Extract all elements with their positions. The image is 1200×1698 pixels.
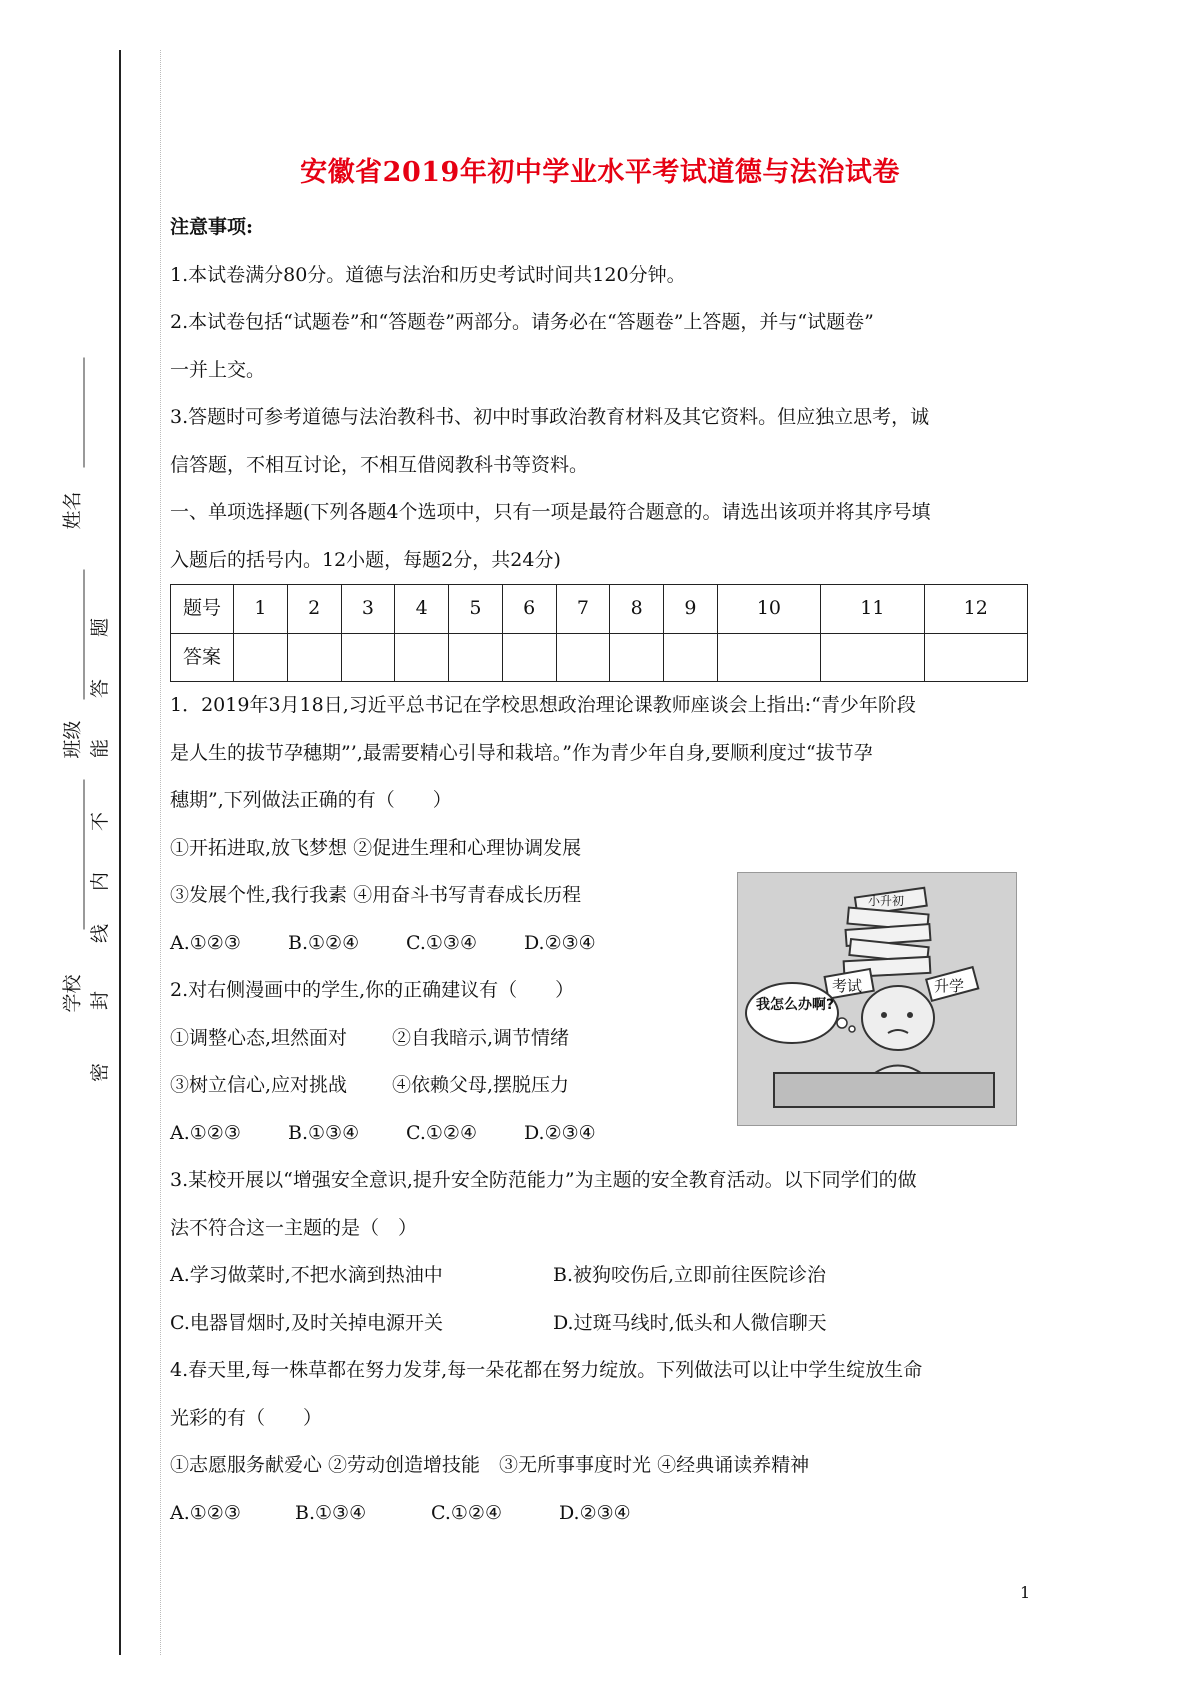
notice-item: 一并上交。 (170, 358, 266, 381)
name-label: 姓名 (61, 491, 84, 530)
section-instructions: 入题后的括号内。12小题，每题2分，共24分) (170, 548, 561, 571)
cartoon-illustration (738, 873, 1016, 1125)
answer-cell[interactable] (341, 633, 395, 682)
table-row (171, 633, 1028, 682)
answer-table (170, 584, 1028, 682)
question-text: 穗期”,下列做法正确的有（ ） (170, 789, 452, 811)
option-3: ③树立信心,应对挑战 (170, 1074, 348, 1096)
cartoon-tag-promotion: 升学 (934, 977, 965, 995)
question-option-line: ①志愿服务献爱心 ②劳动创造增技能 ③无所事事度时光 ④经典诵读养精神 (170, 1454, 810, 1476)
question-text: 是人生的拔节孕穗期”’,最需要精心引导和栽培。”作为青少年自身,要顺利度过“拔节孕 (170, 741, 873, 764)
page-title: 安徽省2019年初中学业水平考试道德与法治试卷 (300, 157, 900, 188)
choice-d[interactable]: D.②③④ (524, 1121, 596, 1144)
question-number-cell: 4 (395, 585, 449, 634)
seal-char: 题 (89, 617, 112, 638)
option-2: ②自我暗示,调节情绪 (392, 1026, 570, 1049)
seal-char: 封 (89, 990, 112, 1011)
seal-char: 能 (89, 738, 112, 759)
seal-char: 答 (89, 678, 112, 699)
binding-line (119, 50, 121, 1655)
question-text: 光彩的有（ ） (170, 1406, 323, 1429)
answer-cell[interactable] (287, 633, 341, 682)
question-number-cell: 10 (717, 585, 820, 634)
answer-cell[interactable] (502, 633, 556, 682)
table-header-cell: 答案 (171, 633, 234, 682)
question-number-cell: 5 (449, 585, 503, 634)
answer-cell[interactable] (449, 633, 503, 682)
seal-char: 内 (89, 871, 112, 892)
question-text: 4.春天里,每一株草都在努力发芽,每一朵花都在努力绽放。下列做法可以让中学生绽放生命 (170, 1359, 923, 1381)
question-number-cell: 2 (287, 585, 341, 634)
question-number-cell: 8 (610, 585, 664, 634)
choice-c[interactable]: C.①②④ (406, 1121, 477, 1144)
cartoon-top-label: 小升初 (868, 894, 905, 908)
answer-cell[interactable] (924, 633, 1027, 682)
class-label: 班级 (61, 720, 84, 759)
notice-item: 1.本试卷满分80分。道德与法治和历史考试时间共120分钟。 (170, 263, 686, 286)
choice-b[interactable]: B.①③④ (295, 1501, 367, 1524)
answer-cell[interactable] (717, 633, 820, 682)
cartoon-tag-exam: 考试 (832, 977, 863, 995)
question-number-cell: 11 (821, 585, 924, 634)
name-blank[interactable] (84, 358, 85, 468)
choice-row (170, 1300, 1030, 1348)
exam-content (170, 204, 1030, 1537)
school-label: 学校 (61, 974, 84, 1013)
option-1: ①调整心态,坦然面对 (170, 1026, 348, 1049)
notice-item: 信答题，不相互讨论，不相互借阅教科书等资料。 (170, 453, 589, 476)
question-text: 2.对右侧漫画中的学生,你的正确建议有（ ） (170, 979, 575, 1001)
choice-c[interactable]: C.电器冒烟时,及时关掉电源开关 (170, 1311, 443, 1334)
cartoon-image (737, 872, 1017, 1126)
option-4: ④依赖父母,摆脱压力 (392, 1074, 570, 1096)
table-row (171, 585, 1028, 634)
answer-cell[interactable] (556, 633, 610, 682)
choice-a[interactable]: A.①②③ (170, 1121, 241, 1144)
section-instructions: 一、单项选择题(下列各题4个选项中，只有一项是最符合题意的。请选出该项并将其序号填 (170, 501, 931, 523)
question-option-line: ①开拓进取,放飞梦想 ②促进生理和心理协调发展 (170, 836, 582, 859)
choice-row (170, 1490, 1030, 1538)
question-text: 1．2019年3月18日,习近平总书记在学校思想政治理论课教师座谈会上指出:“青少年阶段 (170, 694, 916, 716)
question-option-line: ③发展个性,我行我素 ④用奋斗书写青春成长历程 (170, 884, 582, 906)
choice-d[interactable]: D.过斑马线时,低头和人微信聊天 (553, 1311, 827, 1334)
answer-cell[interactable] (395, 633, 449, 682)
choice-row (170, 1252, 1030, 1300)
page-number: 1 (1020, 1583, 1031, 1602)
answer-cell[interactable] (610, 633, 664, 682)
choice-a[interactable]: A.①②③ (170, 1501, 241, 1524)
table-header-cell: 题号 (171, 585, 234, 634)
binding-dotted-line (160, 50, 161, 1655)
choice-a[interactable]: A.学习做菜时,不把水滴到热油中 (170, 1264, 443, 1286)
seal-char: 不 (89, 811, 112, 832)
question-number-cell: 12 (924, 585, 1027, 634)
cartoon-thought-bubble: 我怎么办啊? (756, 997, 835, 1013)
choice-d[interactable]: D.②③④ (559, 1501, 631, 1524)
question-number-cell: 6 (502, 585, 556, 634)
question-number-cell: 9 (664, 585, 718, 634)
notice-item: 3.答题时可参考道德与法治教科书、初中时事政治教育材料及其它资料。但应独立思考，诚 (170, 406, 930, 428)
choice-b[interactable]: B.①②④ (288, 931, 360, 954)
notice-heading: 注意事项: (170, 216, 254, 238)
question-number-cell: 3 (341, 585, 395, 634)
choice-a[interactable]: A.①②③ (170, 931, 241, 954)
question-text: 3.某校开展以“增强安全意识,提升安全防范能力”为主题的安全教育活动。以下同学们的做 (170, 1169, 917, 1191)
choice-d[interactable]: D.②③④ (524, 931, 596, 954)
choice-b[interactable]: B.①③④ (288, 1121, 360, 1144)
question-text: 法不符合这一主题的是（ ） (170, 1216, 418, 1239)
question-number-cell: 7 (556, 585, 610, 634)
answer-cell[interactable] (664, 633, 718, 682)
choice-b[interactable]: B.被狗咬伤后,立即前往医院诊治 (553, 1264, 827, 1286)
school-blank[interactable] (84, 780, 85, 930)
notice-item: 2.本试卷包括“试题卷”和“答题卷”两部分。请务必在“答题卷”上答题，并与“试题卷” (170, 311, 874, 333)
answer-cell[interactable] (821, 633, 924, 682)
seal-char: 密 (89, 1062, 112, 1083)
answer-cell[interactable] (234, 633, 288, 682)
seal-char: 线 (89, 923, 112, 944)
question-number-cell: 1 (234, 585, 288, 634)
choice-c[interactable]: C.①③④ (406, 931, 477, 954)
choice-c[interactable]: C.①②④ (431, 1501, 502, 1524)
